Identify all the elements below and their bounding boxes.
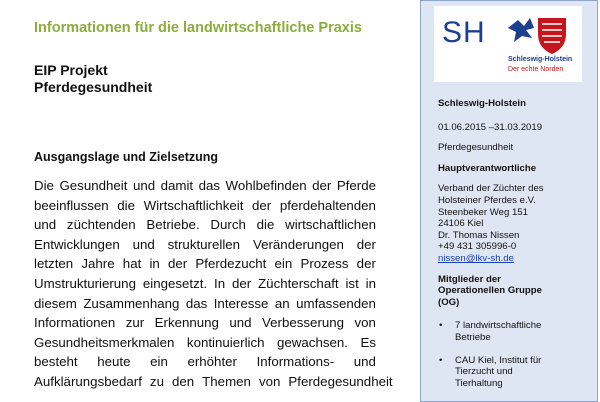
body-word: züchtenden [66, 217, 136, 233]
body-word: Die [34, 178, 54, 193]
body-word: eingesetzt. [142, 275, 208, 291]
project-title [34, 62, 152, 96]
body-word: wirtschaftlichen [285, 217, 376, 233]
body-line [34, 254, 376, 274]
body-word: besteht [34, 354, 78, 370]
members-heading-line: (OG) [438, 296, 460, 308]
body-line [34, 274, 376, 294]
body-word: Veränderungen [252, 236, 344, 252]
body-word: den [171, 373, 195, 389]
body-word: und [34, 217, 57, 233]
members-heading-line: Operationellen Gruppe [438, 285, 542, 297]
body-word: Informationen [34, 315, 116, 331]
body-word: umfassenden [296, 295, 376, 311]
project-title-line-1: EIP Projekt [34, 62, 108, 78]
contact-line: 24106 Kiel [438, 218, 484, 230]
body-word: die [256, 217, 275, 233]
sidebar-region: Schleswig-Holstein [438, 98, 526, 109]
body-line [34, 352, 376, 372]
body-word: zur [125, 315, 145, 331]
body-word: der [312, 178, 332, 193]
body-word: Prozess [300, 256, 349, 272]
body-word: beeinflussen [34, 197, 109, 213]
body-word: Themen [202, 373, 251, 389]
coat-of-arms-icon [504, 14, 574, 56]
contact-line: Dr. Thomas Nissen [438, 229, 520, 241]
sh-logo [434, 6, 582, 82]
body-word: der [356, 256, 376, 272]
body-word: erhöhter [187, 354, 237, 370]
body-word: Jahre [81, 256, 115, 272]
header-title: Informationen für die landwirtschaftliche Praxis [34, 20, 362, 36]
body-word: gewachsen. [277, 334, 348, 350]
body-paragraph [34, 176, 393, 392]
contact-line: Verband der Züchter des [438, 183, 544, 195]
body-word: Zusammenhang [83, 295, 180, 311]
body-word: Es [360, 334, 376, 350]
body-line [34, 235, 376, 255]
body-word: Wirtschaftlichkeit [143, 197, 244, 213]
sidebar-content [438, 98, 590, 389]
contact-line: +49 431 305996-0 [438, 241, 517, 253]
body-word: Gesundheitsmerkmalen [34, 334, 175, 350]
body-word: das [185, 295, 208, 311]
body-word: Pferde [336, 178, 376, 193]
body-word: von [258, 373, 281, 389]
section-heading: Ausgangslage und Zielsetzung [34, 150, 219, 164]
body-line [34, 176, 376, 196]
body-word: diesem [34, 295, 77, 311]
logo-name: Schleswig-Holstein [508, 56, 573, 63]
body-word: Aufklärungsbedarf [34, 373, 142, 389]
body-word: Umstrukturierung [34, 275, 136, 291]
body-word: die [117, 197, 136, 213]
logo-tagline: Der echte Norden [508, 66, 564, 73]
body-word: Wohlbefinden [225, 178, 307, 193]
body-word: der [356, 236, 376, 252]
body-word: und [353, 354, 376, 370]
sidebar-period: 01.06.2015 –31.03.2019 [438, 121, 543, 133]
body-word: Durch [210, 217, 246, 233]
body-line [34, 313, 376, 333]
body-line [34, 333, 376, 353]
project-title-line-2: Pferdegesundheit [34, 79, 153, 95]
body-word: und [132, 178, 156, 193]
contact-line: Holsteiner Pferdes e.V. [438, 194, 536, 206]
body-line [34, 372, 393, 392]
body-word: der [252, 197, 272, 213]
body-word: von [354, 315, 376, 331]
body-word: das [198, 178, 221, 193]
member-item: • CAU Kiel, Institut für Tierzucht und Tierhaltung [438, 355, 590, 390]
body-word: Züchterschaft [258, 275, 339, 291]
body-word: Interesse [213, 295, 269, 311]
body-word: letzten [34, 256, 74, 272]
body-line [34, 294, 376, 314]
contact-line: Steenbeker Weg 151 [438, 206, 528, 218]
body-word: in [365, 275, 376, 291]
body-word: ein [150, 354, 168, 370]
members-list [438, 320, 590, 389]
body-word: Gesundheit [59, 178, 128, 193]
body-line [34, 196, 376, 216]
email-link[interactable]: nissen@lkv-sh.de [438, 252, 514, 264]
members-heading-line: Mitglieder der [438, 273, 501, 285]
body-word: Informations- [256, 354, 335, 370]
body-word: damit [160, 178, 194, 193]
responsible-heading: Hauptverantwortliche [438, 162, 537, 174]
body-word: der [168, 256, 188, 272]
body-word: kontinuierlich [186, 334, 265, 350]
body-word: heute [97, 354, 131, 370]
sidebar-topic: Pferdegesundheit [438, 142, 514, 154]
body-word: und [132, 236, 155, 252]
body-word: Betriebe. [146, 217, 200, 233]
body-word: Erkennung [154, 315, 219, 331]
body-word: an [274, 295, 290, 311]
body-word: Pferdegesundheit [288, 373, 393, 389]
body-word: und [229, 315, 252, 331]
body-word: pferdehaltenden [279, 197, 376, 213]
body-word: Verbesserung [262, 315, 345, 331]
body-word: In [214, 275, 226, 291]
body-line [34, 215, 376, 235]
body-word: Pferdezucht [195, 256, 267, 272]
member-item: • 7 landwirtschaftliche Betriebe [438, 320, 590, 343]
body-word: ein [274, 256, 293, 272]
body-word: zu [149, 373, 164, 389]
logo-letters: SH [442, 16, 486, 49]
body-word: der [231, 275, 252, 291]
body-word: ist [345, 275, 359, 291]
body-word: strukturellen [167, 236, 241, 252]
body-word: Entwicklungen [34, 236, 120, 252]
body-word: in [149, 256, 160, 272]
body-word: hat [122, 256, 142, 272]
